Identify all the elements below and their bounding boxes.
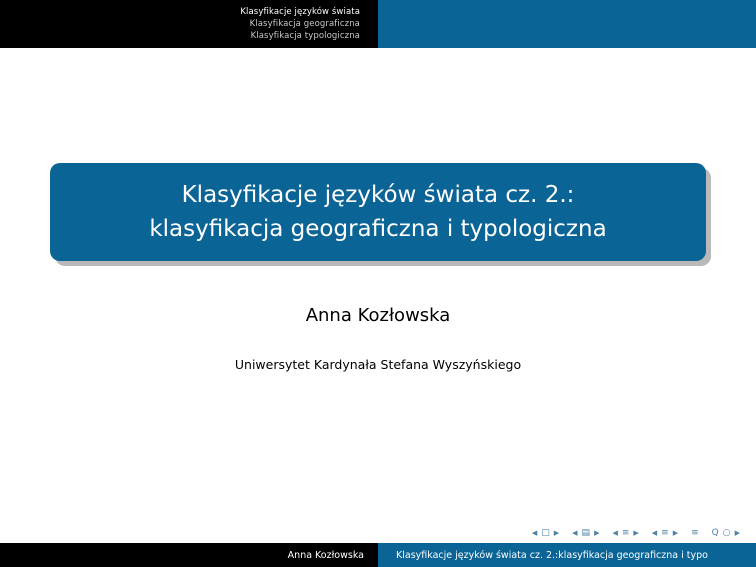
nav-subsection[interactable] [612,528,638,538]
nav-overview[interactable] [691,528,699,538]
institution-name: Uniwersytet Kardynała Stefana Wyszyńskiego [234,357,522,372]
nav-section[interactable] [652,528,678,538]
footer-title: Klasyfikacje języków świata cz. 2.:klasyfikacja geograficzna i typo [396,549,708,561]
title-box [50,163,706,261]
search-icon[interactable]: Q [711,528,719,538]
nav-first-slide[interactable] [532,528,559,538]
slide-footer [0,543,756,567]
page-title-line-1: Klasyfikacje języków świata cz. 2.: [181,182,575,208]
author-name: Anna Kozłowska [305,305,451,326]
title-block [50,163,706,266]
footer-title-area [378,543,756,567]
chevron-left-icon[interactable]: ◀ [531,529,538,537]
footer-author: Anna Kozłowska [287,549,364,561]
circle-icon[interactable]: ○ [722,528,731,538]
header-nav-item-2[interactable]: Klasyfikacja geograficzna [249,19,360,29]
chevron-right-icon[interactable]: ▶ [594,529,600,537]
chevron-right-icon[interactable]: ▶ [633,529,639,537]
nav-search[interactable] [712,528,740,538]
section-lines-icon[interactable]: ≡ [661,528,669,538]
chevron-right-icon[interactable]: ▶ [553,529,560,537]
subsection-lines-icon[interactable]: ≡ [621,528,630,538]
footer-author-area [0,543,378,567]
chevron-left-icon[interactable]: ◀ [572,529,578,537]
header-accent-bar [378,0,756,48]
chevron-right-icon[interactable]: ▶ [672,529,679,537]
page-title-line-2: klasyfikacja geograficzna i typologiczna [149,216,607,242]
chevron-left-icon[interactable]: ◀ [612,529,618,537]
nav-frame[interactable] [572,528,599,538]
header-nav-item-1[interactable]: Klasyfikacje języków świata [240,7,360,17]
chevron-left-icon[interactable]: ◀ [651,529,658,537]
beamer-navigation-bar[interactable] [532,528,740,538]
header-nav-item-3[interactable]: Klasyfikacja typologiczna [250,31,360,41]
slide-square-icon[interactable]: □ [541,528,550,538]
overview-lines-icon[interactable]: ≡ [691,528,699,538]
header-nav-list [0,0,378,48]
slide-header [0,0,756,48]
frame-window-icon[interactable]: ▤ [581,528,591,538]
chevron-right-icon[interactable]: ▶ [734,529,740,537]
